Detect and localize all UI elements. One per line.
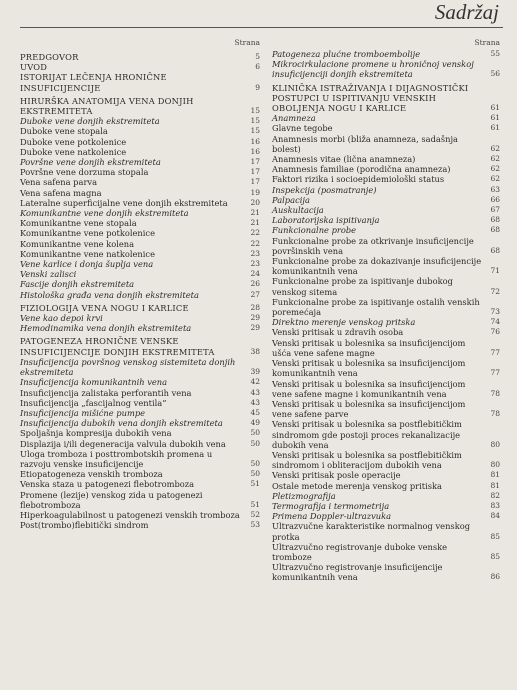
- toc-entry-page: 73: [490, 307, 500, 317]
- toc-entry-title: Anamneza: [272, 113, 316, 124]
- toc-entry: [20, 228, 260, 238]
- toc-entry-title: Duboke vene donjih ekstremiteta: [20, 116, 160, 127]
- toc-entry-page: 74: [490, 317, 500, 327]
- toc-entry-page: 22: [250, 228, 260, 238]
- toc-entry-title: Funkcionalne probe za otkrivanje insuficijencije površinskih vena: [272, 235, 474, 256]
- toc-entry: [272, 338, 500, 358]
- toc-entry: [20, 208, 260, 218]
- toc-entry-page: 24: [250, 269, 260, 279]
- toc-entry-page: 20: [250, 197, 260, 207]
- toc-entry: [20, 520, 260, 530]
- toc-entry-page: 82: [490, 490, 500, 500]
- toc-entry-title: Venska staza u patogenezi flebotromboza: [20, 479, 195, 490]
- toc-entry-page: 83: [490, 500, 500, 510]
- toc-entry-page: 68: [490, 245, 500, 255]
- toc-entry: [20, 479, 260, 489]
- toc-entry-page: 17: [250, 177, 260, 187]
- toc-entry-page: 71: [490, 266, 500, 276]
- toc-entry: [20, 249, 260, 259]
- toc-entry-page: 67: [490, 205, 500, 215]
- toc-entry: [272, 491, 500, 501]
- toc-entry-title: Funkcionalne probe za ispitivanje ostalih venskih poremećaja: [272, 296, 480, 318]
- toc-entry-page: 50: [250, 458, 260, 468]
- toc-entry: [20, 116, 260, 126]
- toc-entry-title: Ultrazvučno registrovanje duboke venske tromboze: [272, 541, 448, 562]
- toc-entry-page: 23: [250, 248, 260, 258]
- page-column-label: Strana: [474, 38, 500, 47]
- toc-entry: [272, 59, 500, 79]
- toc-entry-page: 38: [250, 346, 260, 356]
- toc-entry-title: Insuficijencija komunikantnih vena: [20, 377, 168, 388]
- toc-entry-page: 16: [250, 136, 260, 146]
- toc-entry-page: 53: [250, 520, 260, 530]
- toc-entry-title: Patogeneza plućne tromboembolije: [272, 49, 421, 59]
- toc-entry: [20, 439, 260, 449]
- toc-entry-title: Venski pritisak u zdravih osoba: [272, 327, 404, 338]
- toc-entry-title: Venski pritisak u bolesnika sa postflebitičkim sindromom i obliteracijom dubokih vena: [272, 449, 462, 471]
- toc-entry: [272, 236, 500, 256]
- toc-entry-page: 19: [250, 187, 260, 197]
- toc-entry-page: 15: [250, 126, 260, 136]
- toc-entry-page: 51: [250, 479, 260, 489]
- toc-entry-page: 15: [250, 106, 260, 116]
- toc-entry: [272, 123, 500, 133]
- toc-entry-title: Duboke vene potkolenice: [20, 136, 127, 147]
- toc-entry-title: Vena safena magna: [20, 187, 102, 198]
- toc-entry: [272, 225, 500, 235]
- toc-entry-title: UVOD: [20, 62, 48, 73]
- toc-entry-title: Vene kao depoi krvi: [20, 313, 103, 324]
- toc-entry-title: Venski pritisak u bolesnika sa insuficijencijom komunikantnih vena: [272, 358, 466, 379]
- toc-entry: [20, 388, 260, 398]
- toc-entry-title: Palpacija: [272, 194, 310, 205]
- toc-entry-title: Promene (lezije) venskog zida u patogenezi flebotromboza: [20, 489, 203, 510]
- toc-entry-page: 42: [250, 377, 260, 387]
- toc-right-column: [272, 38, 500, 583]
- toc-entry-title: Faktori rizika i socioepidemiološki status: [272, 174, 445, 185]
- toc-entry: [20, 147, 260, 157]
- toc-entry-page: 80: [490, 460, 500, 470]
- toc-entry-page: 45: [250, 407, 260, 417]
- toc-entry: [272, 154, 500, 164]
- toc-entry: [272, 358, 500, 378]
- toc-entry: [272, 327, 500, 337]
- toc-entry-title: Površne vene dorzuma stopala: [20, 167, 149, 178]
- toc-entry: [20, 303, 260, 313]
- toc-entry-page: 77: [490, 347, 500, 357]
- toc-entry-page: 28: [250, 302, 260, 312]
- toc-entry: [20, 52, 260, 62]
- toc-entry-title: Vene karlice i donja šuplja vena: [20, 259, 154, 270]
- toc-entry-page: 21: [250, 208, 260, 218]
- toc-entry-title: Etiopatogeneza venskih tromboza: [20, 469, 163, 480]
- toc-entry-title: Venski pritisak posle operacije: [272, 470, 401, 481]
- toc-entry: [272, 562, 500, 582]
- toc-entry-page: 81: [490, 480, 500, 490]
- toc-entry-page: 61: [490, 113, 500, 123]
- toc-entry-page: 61: [490, 123, 500, 133]
- toc-entry: [20, 398, 260, 408]
- toc-entry: [20, 157, 260, 167]
- toc-entry-page: 27: [250, 289, 260, 299]
- toc-entry-title: PREDGOVOR: [20, 52, 79, 62]
- toc-entry-title: Komunikantne vene donjih ekstremiteta: [20, 208, 189, 219]
- toc-entry-page: 51: [250, 499, 260, 509]
- toc-entry-page: 39: [250, 367, 260, 377]
- toc-entry-page: 62: [490, 174, 500, 184]
- toc-entry: [272, 276, 500, 296]
- toc-entry-page: 77: [490, 368, 500, 378]
- toc-entry-page: 85: [490, 551, 500, 561]
- toc-entry-title: Komunikantne vene potkolenice: [20, 228, 155, 239]
- toc-entry: [20, 126, 260, 136]
- toc-entry: [272, 481, 500, 491]
- toc-entry-page: 26: [250, 279, 260, 289]
- toc-entry-title: Termografija i termometrija: [272, 500, 390, 511]
- toc-entry-page: 43: [250, 397, 260, 407]
- toc-right-list: [272, 49, 500, 583]
- toc-entry-page: 76: [490, 327, 500, 337]
- toc-entry: [272, 195, 500, 205]
- page-column-label: Strana: [234, 38, 260, 47]
- toc-left-list: [20, 52, 260, 530]
- toc-entry: [272, 542, 500, 562]
- toc-entry: [20, 137, 260, 147]
- toc-entry: [272, 470, 500, 480]
- toc-entry-title: Insuficijencija mišićne pumpe: [20, 407, 146, 418]
- toc-entry: [20, 198, 260, 208]
- toc-entry-title: Hemodinamika vena donjih ekstremiteta: [20, 323, 192, 334]
- toc-entry-page: 85: [490, 531, 500, 541]
- toc-left-column: [20, 38, 260, 530]
- toc-entry: [20, 510, 260, 520]
- toc-entry-page: 49: [250, 418, 260, 428]
- toc-entry-title: Ultrazvučne karakteristike normalnog venskog protka: [272, 521, 471, 542]
- toc-entry-title: Lateralne superficijalne vene donjih ekstremiteta: [20, 197, 228, 208]
- toc-entry-title: Direktno merenje venskog pritska: [272, 317, 416, 328]
- toc-entry-page: 80: [490, 439, 500, 449]
- toc-entry-title: Spoljašnja kompresija dubokih vena: [20, 428, 172, 439]
- toc-entry: [272, 501, 500, 511]
- toc-entry: [20, 269, 260, 279]
- toc-entry: [20, 96, 260, 116]
- toc-entry-page: 78: [490, 409, 500, 419]
- toc-entry: [20, 377, 260, 387]
- title-rule: [20, 27, 503, 28]
- toc-entry-page: 16: [250, 146, 260, 156]
- toc-entry: [20, 167, 260, 177]
- toc-entry-page: 17: [250, 157, 260, 167]
- toc-entry-title: Venski pritisak u bolesnika sa insuficijencijom vene safene magne i komunikantnih vena: [272, 378, 466, 399]
- toc-entry-page: 86: [490, 572, 500, 582]
- toc-entry-title: Venski pritisak u bolesnika sa postflebitičkim sindromom gde postoji proces rekanalizacije dubokih vena: [272, 419, 462, 450]
- toc-entry: [20, 449, 260, 469]
- toc-entry: [272, 511, 500, 521]
- toc-entry: [20, 259, 260, 269]
- toc-entry-title: Inspekcija (posmatranje): [272, 184, 377, 195]
- toc-entry: [272, 256, 500, 276]
- toc-entry-title: Hiperkoagulabilnost u patogenezi venskih tromboza: [20, 509, 240, 520]
- toc-entry-title: Anamnesis familiae (porodična anamneza): [272, 164, 451, 175]
- toc-entry-page: 5: [255, 52, 260, 61]
- toc-entry-page: 66: [490, 194, 500, 204]
- toc-entry-title: FIZIOLOGIJA VENA NOGU I KARLICE: [20, 302, 189, 313]
- toc-entry: [20, 490, 260, 510]
- toc-entry: [272, 317, 500, 327]
- toc-entry-title: Fascije donjih ekstremiteta: [20, 279, 135, 290]
- toc-entry-title: Primena Doppler-ultrazvuka: [272, 511, 392, 522]
- toc-entry-title: KLINIČKA ISTRAŽIVANJA I DIJAGNOSTIČKI POSTUPCI U ISPITIVANJU VENSKIH OBOLJENJA NOGU I KARLICE: [272, 82, 469, 114]
- toc-entry-page: 61: [490, 103, 500, 113]
- toc-entry-page: 29: [250, 323, 260, 333]
- toc-entry: [20, 177, 260, 187]
- toc-entry-title: Venski zalisci: [20, 269, 77, 280]
- toc-entry-page: 68: [490, 225, 500, 235]
- toc-entry: [20, 62, 260, 72]
- toc-entry: [272, 521, 500, 541]
- toc-entry-page: 21: [250, 218, 260, 228]
- toc-entry-title: Površne vene donjih ekstremiteta: [20, 157, 161, 168]
- toc-entry-title: Mikrocirkulacione promene u hroničnoj venskoj insuficijenciji donjih ekstremiteta: [272, 59, 474, 80]
- toc-entry-page: 43: [250, 387, 260, 397]
- toc-entry-page: 78: [490, 388, 500, 398]
- toc-entry: [20, 408, 260, 418]
- toc-entry-page: 52: [250, 509, 260, 519]
- toc-entry-title: Duboke vene natkolenice: [20, 146, 127, 157]
- toc-entry-page: 50: [250, 438, 260, 448]
- toc-entry-title: Duboke vene stopala: [20, 126, 108, 137]
- toc-entry-page: 17: [250, 167, 260, 177]
- toc-entry: [20, 336, 260, 356]
- toc-entry-page: 62: [490, 143, 500, 153]
- toc-entry-title: Venski pritisak u bolesnika sa insuficijencijom vene safene parve: [272, 398, 466, 420]
- toc-entry: [272, 113, 500, 123]
- toc-entry: [272, 164, 500, 174]
- toc-entry-title: Insuficijencija zalistaka perforantih vena: [20, 387, 192, 398]
- toc-entry-title: PATOGENEZA HRONIČNE VENSKE INSUFICIJENCIJE DONJIH EKSTREMITETA: [20, 336, 215, 357]
- toc-entry-page: 68: [490, 215, 500, 225]
- toc-entry: [272, 450, 500, 470]
- toc-entry-title: HIRURŠKA ANATOMIJA VENA DONJIH EKSTREMITETA: [20, 95, 194, 117]
- toc-entry-page: 72: [490, 286, 500, 296]
- toc-entry: [272, 297, 500, 317]
- toc-entry-title: ISTORIJAT LEČENJA HRONIČNE INSUFICIJENCIJE: [20, 72, 167, 93]
- toc-entry: [272, 174, 500, 184]
- toc-entry: [272, 185, 500, 195]
- toc-entry-title: Displazija i/ili degeneracija valvula dubokih vena: [20, 438, 226, 449]
- toc-entry-page: 56: [490, 69, 500, 79]
- toc-entry-page: 81: [490, 470, 500, 480]
- toc-entry: [20, 290, 260, 300]
- toc-entry-title: Komunikantne vene kolena: [20, 238, 135, 249]
- toc-entry: [20, 313, 260, 323]
- toc-entry: [20, 357, 260, 377]
- toc-entry-page: 9: [255, 82, 260, 92]
- toc-entry: [272, 215, 500, 225]
- toc-entry-page: 62: [490, 154, 500, 164]
- toc-entry-page: 29: [250, 313, 260, 323]
- toc-entry: [20, 218, 260, 228]
- toc-entry-title: Ostale metode merenja venskog pritiska: [272, 480, 442, 491]
- toc-entry-title: Glavne tegobe: [272, 123, 333, 134]
- toc-entry: [272, 49, 500, 59]
- toc-entry-title: Post(trombo)flebitički sindrom: [20, 520, 149, 531]
- toc-entry-title: Venski pritisak u bolesnika sa insuficijencijom ušća vene safene magne: [272, 337, 466, 358]
- toc-entry: [20, 188, 260, 198]
- toc-entry: [20, 323, 260, 333]
- toc-entry-title: Insuficijencija dubokih vena donjih ekstremiteta: [20, 418, 223, 429]
- toc-entry-title: Vena safena parva: [20, 177, 98, 188]
- toc-entry: [272, 419, 500, 450]
- toc-entry-title: Anamnesis morbi (bliža anamneza, sadašnja bolest): [272, 133, 458, 154]
- toc-entry: [20, 239, 260, 249]
- toc-entry-page: 84: [490, 511, 500, 521]
- toc-entry-page: 50: [250, 469, 260, 479]
- toc-entry: [272, 379, 500, 399]
- toc-entry-title: Uloga tromboza i posttrombotskih promena u razvoju venske insuficijencije: [20, 448, 213, 469]
- toc-entry: [20, 428, 260, 438]
- toc-entry: [272, 83, 500, 114]
- toc-entry-page: 55: [490, 49, 500, 58]
- toc-entry-title: Auskultacija: [272, 205, 324, 216]
- toc-entry-page: 22: [250, 238, 260, 248]
- toc-entry-page: 6: [255, 62, 260, 72]
- toc-entry-title: Laboratorijska ispitivanja: [272, 215, 380, 226]
- page-title: Sadržaj: [434, 0, 499, 24]
- toc-entry-page: 63: [490, 184, 500, 194]
- toc-entry-title: Insuficijencija „fascijalnog ventila”: [20, 397, 167, 408]
- toc-entry: [272, 134, 500, 154]
- toc-entry: [272, 399, 500, 419]
- toc-entry-page: 62: [490, 164, 500, 174]
- toc-entry-title: Histološka građa vena donjih ekstremiteta: [20, 289, 199, 300]
- toc-entry-title: Funkcionalne probe za ispitivanje dubokog venskog sitema: [272, 276, 453, 297]
- toc-entry-title: Insuficijencija površnog venskog sistemiteta donjih ekstremiteta: [20, 356, 236, 378]
- toc-entry-page: 50: [250, 428, 260, 438]
- toc-entry: [20, 72, 260, 92]
- toc-entry: [20, 469, 260, 479]
- toc-entry-title: Funkcionalne probe: [272, 225, 357, 236]
- toc-entry-title: Funkcionalne probe za dokazivanje insuficijencije komunikantnih vena: [272, 256, 482, 277]
- toc-entry-title: Komunikantne vene stopala: [20, 218, 137, 229]
- toc-entry-page: 23: [250, 259, 260, 269]
- toc-entry: [20, 418, 260, 428]
- toc-entry-page: 15: [250, 116, 260, 126]
- toc-entry-title: Ultrazvučno registrovanje insuficijencije komunikantnih vena: [272, 562, 443, 583]
- toc-entry-title: Pletizmografija: [272, 490, 336, 501]
- toc-entry: [272, 205, 500, 215]
- toc-entry-title: Komunikantne vene natkolenice: [20, 248, 155, 259]
- toc-entry-title: Anamnesis vitae (lična anamneza): [272, 154, 416, 165]
- toc-entry: [20, 279, 260, 289]
